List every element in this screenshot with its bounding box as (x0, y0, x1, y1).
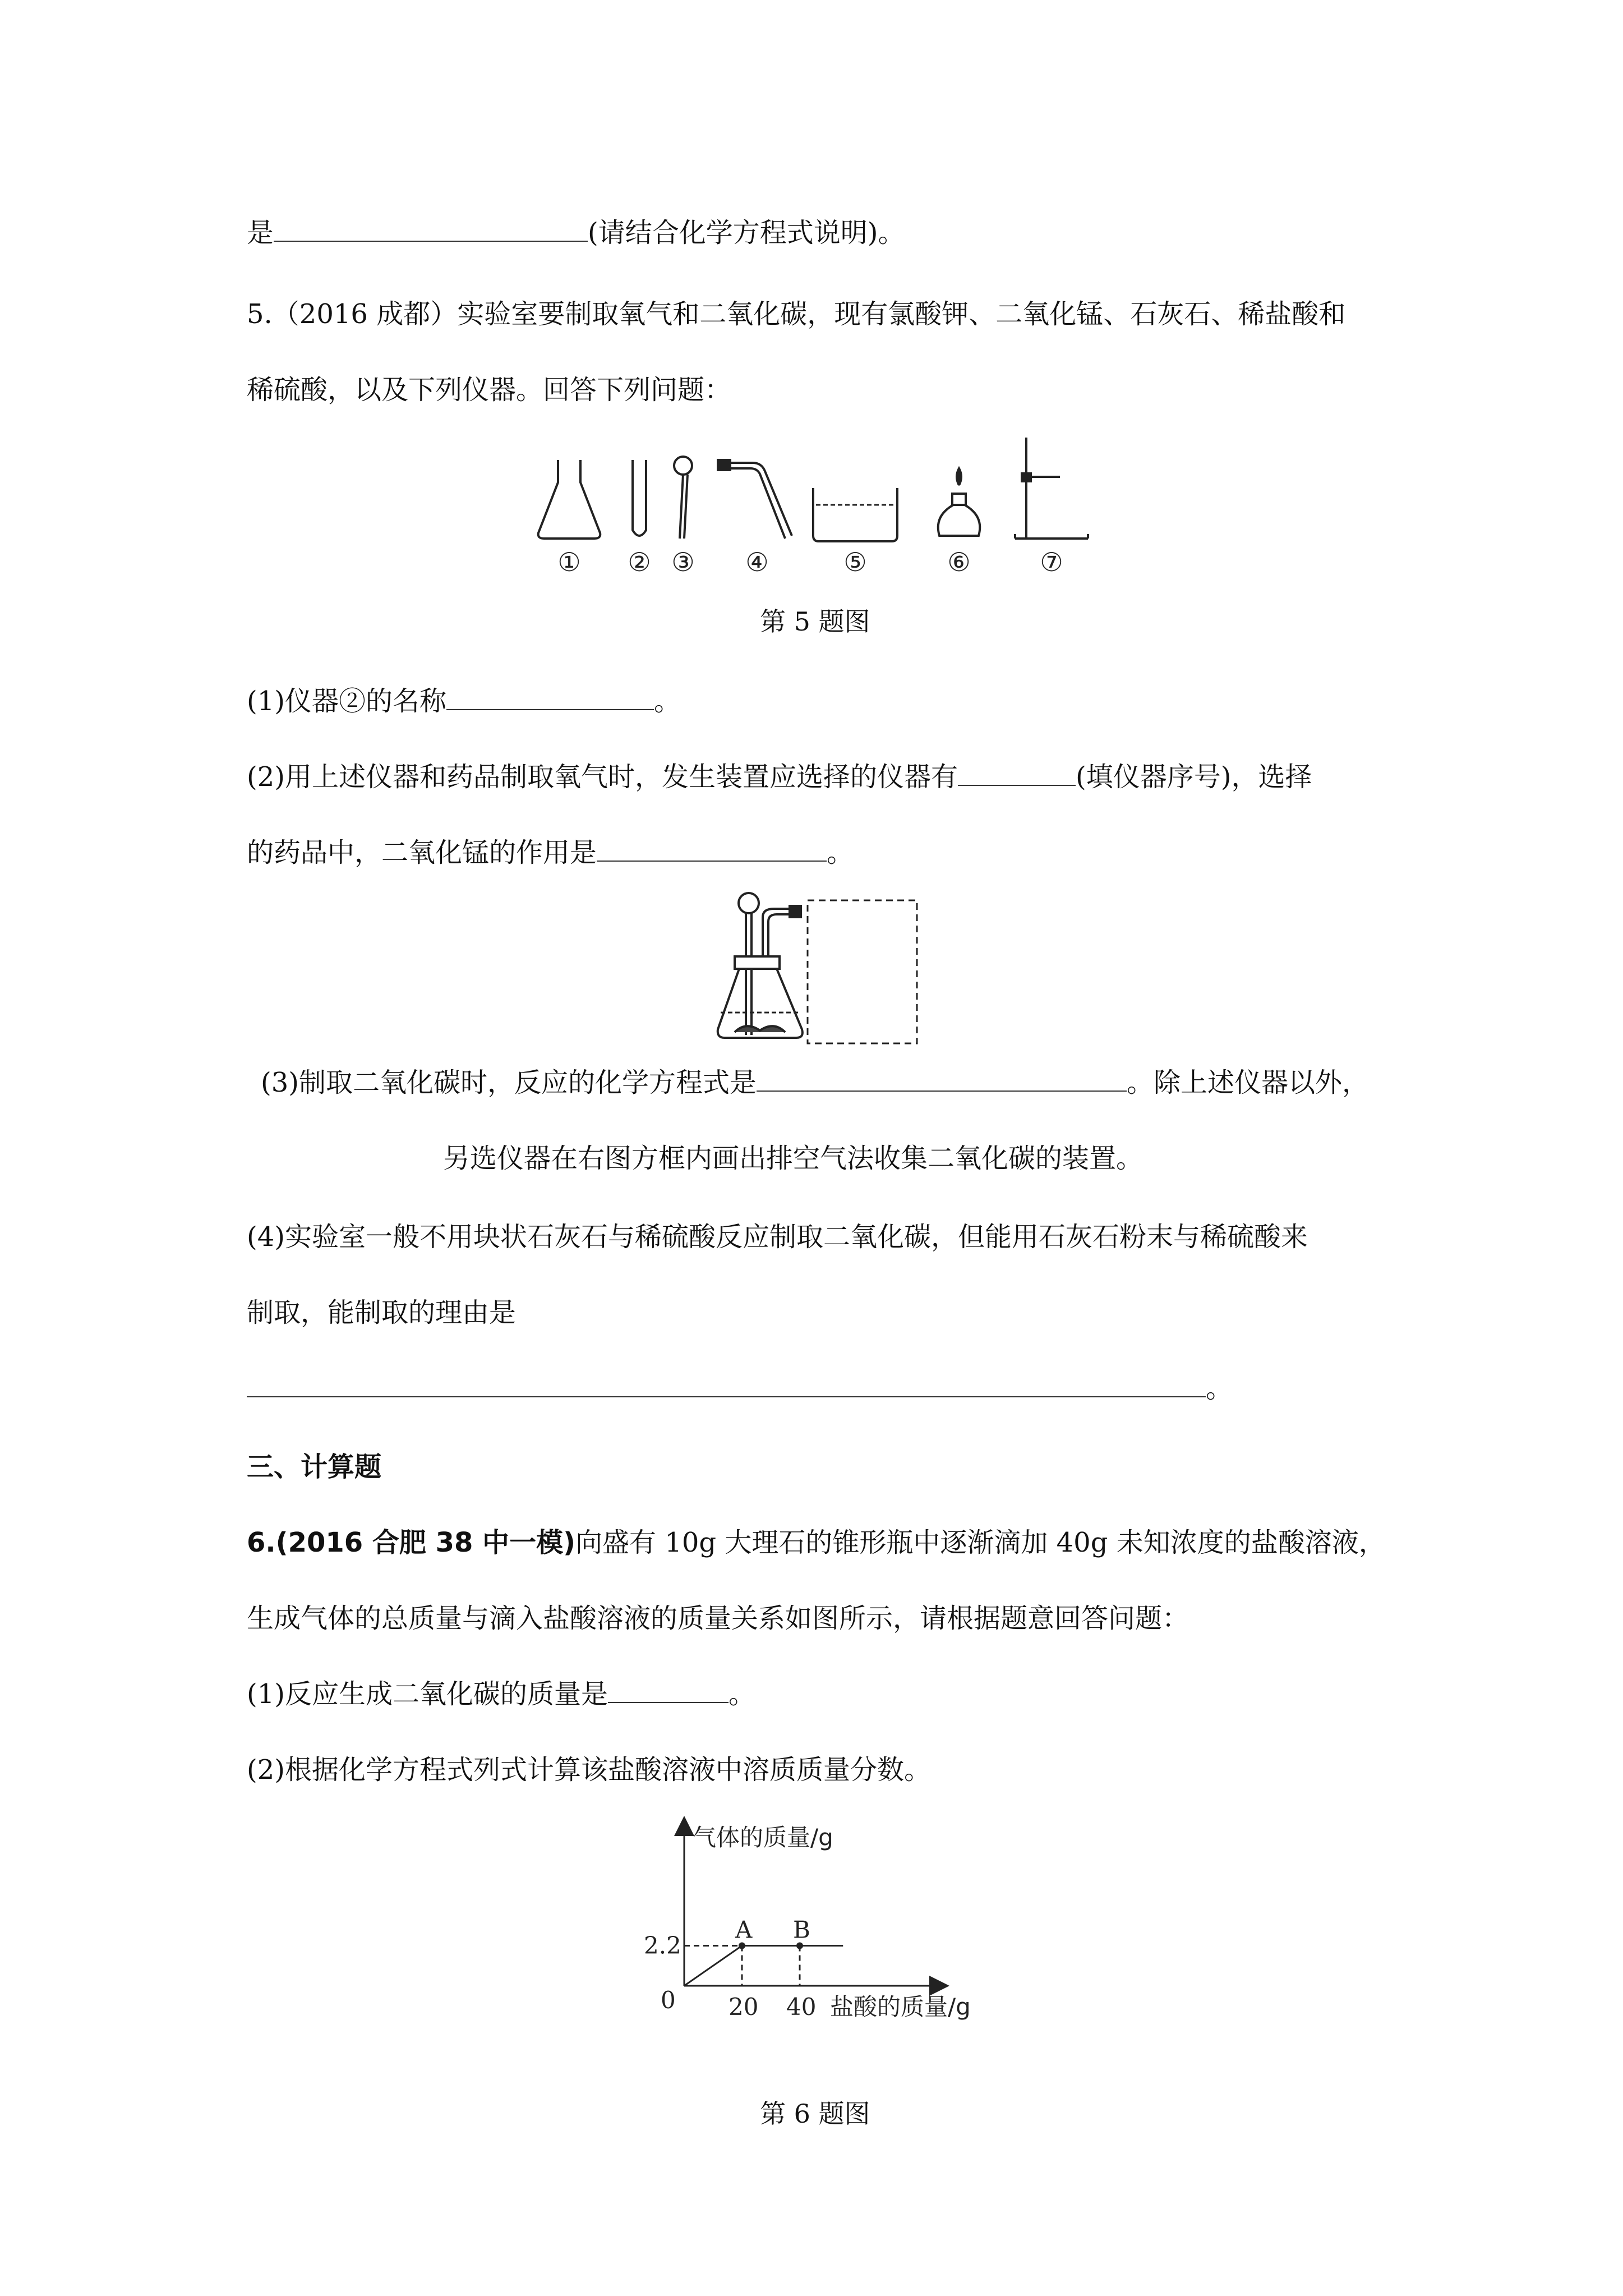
q5-sub3-end: 。除上述仪器以外， (1127, 1067, 1370, 1098)
drawing-box (808, 900, 917, 1043)
q5-sub3-blank[interactable] (757, 1066, 1127, 1092)
point-label-B: B (793, 1916, 810, 1944)
origin-label: 0 (661, 1986, 676, 2014)
long-neck-funnel-icon (674, 457, 692, 539)
q5-sub4a: (4)实验室一般不用块状石灰石与稀硫酸反应制取二氧化碳，但能用石灰石粉末与稀硫酸来 (247, 1221, 1308, 1253)
q6-sub1-blank[interactable] (608, 1677, 728, 1703)
q5-sub4-blank[interactable] (247, 1372, 1206, 1397)
apparatus-figure (712, 884, 925, 1046)
q5-sub1-text: (1)仪器②的名称 (247, 685, 446, 717)
section-3-title: 三、计算题 (247, 1451, 382, 1483)
test-tube-icon (633, 460, 646, 536)
q5-sub2-mid: (填仪器序号)，选择 (1076, 761, 1312, 793)
instrument-number-6: ⑥ (947, 547, 971, 577)
alcohol-lamp-icon (938, 468, 980, 536)
q4-tail-line (247, 216, 905, 250)
y-tick-label: 2.2 (644, 1931, 681, 1959)
q5-sub1-end: 。 (654, 685, 681, 717)
q5-sub2-blank[interactable] (958, 760, 1076, 786)
q5-sub1 (247, 684, 681, 718)
q5-figure-caption: 第 5 题图 (760, 606, 870, 637)
q5-sub4c (247, 1372, 1233, 1405)
instrument-number-3: ③ (671, 547, 695, 577)
instrument-number-1: ① (557, 547, 581, 577)
x-tick-label-1: 20 (728, 1993, 759, 2021)
q6-figure-caption: 第 6 题图 (760, 2099, 870, 2129)
gas-mass-chart (628, 1818, 1032, 2053)
q5-sub4c-end: 。 (1206, 1373, 1233, 1404)
q5-line2: 稀硫酸，以及下列仪器。回答下列问题： (247, 374, 732, 406)
x-axis-label: 盐酸的质量/g (830, 1993, 971, 2021)
q6-line2: 生成气体的总质量与滴入盐酸溶液的质量关系如图所示，请根据题意回答问题： (247, 1603, 1189, 1634)
q4-tail-end: (请结合化学方程式说明)。 (588, 217, 905, 249)
q5-sub2 (247, 760, 1312, 794)
q6-line1 (247, 1526, 1386, 1559)
q5-sub2b-blank[interactable] (597, 836, 827, 862)
q6-sub1 (247, 1677, 755, 1711)
q6-line1-rest: 向盛有 10g 大理石的锥形瓶中逐渐滴加 40g 未知浓度的盐酸溶液， (575, 1527, 1386, 1558)
q5-sub4b: 制取，能制取的理由是 (247, 1297, 517, 1328)
instrument-number-7: ⑦ (1040, 547, 1063, 577)
q5-line1: 5.（2016 成都）实验室要制取氧气和二氧化碳，现有氯酸钾、二氧化锰、石灰石、稀盐酸和 (247, 298, 1346, 330)
q5-sub3b: 另选仪器在右图方框内画出排空气法收集二氧化碳的装置。 (443, 1143, 1144, 1174)
q6-source: 6.(2016 合肥 38 中一模) (247, 1527, 576, 1558)
delivery-tube-icon (718, 460, 792, 539)
conical-flask-icon (538, 460, 601, 539)
instruments-figure (533, 426, 1094, 577)
point-label-A: A (735, 1916, 753, 1944)
q5-sub2b-end: 。 (827, 837, 854, 868)
instrument-number-5: ⑤ (843, 547, 867, 577)
instrument-number-4: ④ (745, 547, 769, 577)
q5-sub3 (261, 1066, 1369, 1099)
q5-sub3-text: (3)制取二氧化碳时，反应的化学方程式是 (261, 1067, 757, 1098)
q4-answer-blank[interactable] (274, 216, 588, 242)
y-axis-label: 气体的质量/g (693, 1824, 833, 1851)
q5-sub2b-text: 的药品中，二氧化锰的作用是 (247, 837, 597, 868)
q6-sub2: (2)根据化学方程式列式计算该盐酸溶液中溶质质量分数。 (247, 1754, 931, 1786)
series-line (684, 1946, 843, 1986)
q6-sub1-end: 。 (728, 1678, 756, 1710)
x-tick-label-2: 40 (786, 1993, 817, 2021)
q4-tail-start: 是 (247, 217, 274, 249)
q6-sub1-text: (1)反应生成二氧化碳的质量是 (247, 1678, 608, 1710)
water-trough-icon (813, 488, 897, 541)
q5-sub1-blank[interactable] (446, 684, 654, 710)
iron-stand-icon (1015, 438, 1088, 539)
q5-sub2-text: (2)用上述仪器和药品制取氧气时，发生装置应选择的仪器有 (247, 761, 958, 793)
q5-sub2b (247, 836, 854, 869)
instrument-number-2: ② (628, 547, 651, 577)
